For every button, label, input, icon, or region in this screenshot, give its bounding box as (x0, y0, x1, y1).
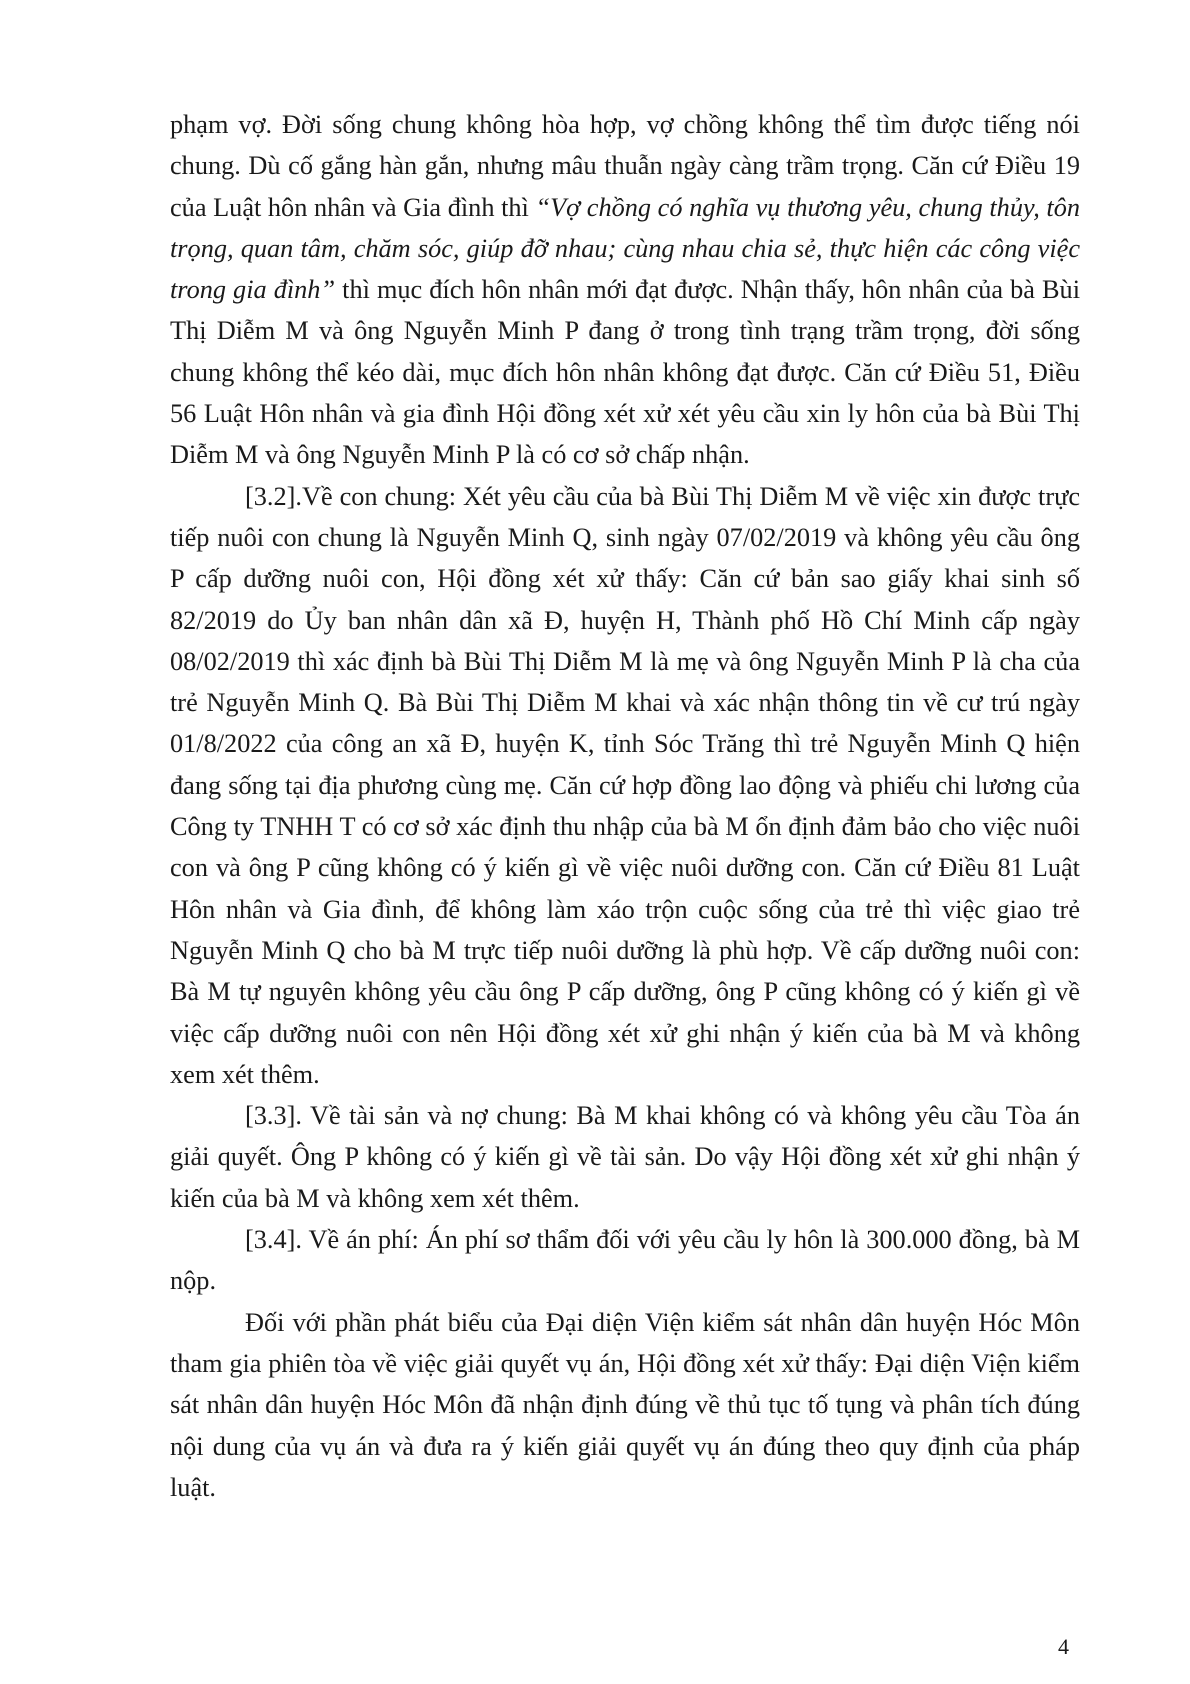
page-number: 4 (1058, 1634, 1069, 1659)
document-page (170, 104, 1080, 1508)
paragraph-child-custody: [3.2].Về con chung: Xét yêu cầu của bà Bùi Thị Diễm M về việc xin được trực tiếp nuôi con chung là Nguyễn Minh Q, sinh ngày 07/02/2019 và không yêu cầu ông P cấp dưỡng nuôi con, Hội đồng xét xử thấy: Căn cứ bản sao giấy khai sinh số 82/2019 do Ủy ban nhân dân xã Đ, huyện H, Thành phố Hồ Chí Minh cấp ngày 08/02/2019 thì xác định bà Bùi Thị Diễm M là mẹ và ông Nguyễn Minh P là cha của trẻ Nguyễn Minh Q. Bà Bùi Thị Diễm M khai và xác nhận thông tin về cư trú ngày 01/8/2022 của công an xã Đ, huyện K, tỉnh Sóc Trăng thì trẻ Nguyễn Minh Q hiện đang sống tại địa phương cùng mẹ. Căn cứ hợp đồng lao động và phiếu chi lương của Công ty TNHH T có cơ sở xác định thu nhập của bà M ổn định đảm bảo cho việc nuôi con và ông P cũng không có ý kiến gì về việc nuôi dưỡng con. Căn cứ Điều 81 Luật Hôn nhân và Gia đình, để không làm xáo trộn cuộc sống của trẻ thì việc giao trẻ Nguyễn Minh Q cho bà M trực tiếp nuôi dưỡng là phù hợp. Về cấp dưỡng nuôi con: Bà M tự nguyên không yêu cầu ông P cấp dưỡng, ông P cũng không có ý kiến gì về việc cấp dưỡng nuôi con nên Hội đồng xét xử ghi nhận ý kiến của bà M và không xem xét thêm. (170, 481, 1080, 1089)
paragraph-text: thì mục đích hôn nhân mới đạt được. Nhận thấy, hôn nhân của bà Bùi Thị Diễm M và ông Nguyễn Minh P đang ở trong tình trạng trầm trọng, đời sống chung không thể kéo dài, mục đích hôn nhân không đạt được. Căn cứ Điều 51, Điều 56 Luật Hôn nhân và gia đình Hội đồng xét xử xét yêu cầu xin ly hôn của bà Bùi Thị Diễm M và ông Nguyễn Minh P là có cơ sở chấp nhận. (170, 275, 1080, 470)
paragraph-assets-debts: [3.3]. Về tài sản và nợ chung: Bà M khai không có và không yêu cầu Tòa án giải quyết. Ông P không có ý kiến gì về tài sản. Do vậy Hội đồng xét xử ghi nhận ý kiến của bà M và không xem xét thêm. (170, 1101, 1080, 1213)
paragraph-procuracy-opinion: Đối với phần phát biểu của Đại diện Viện kiểm sát nhân dân huyện Hóc Môn tham gia phiên tòa về việc giải quyết vụ án, Hội đồng xét xử thấy: Đại diện Viện kiểm sát nhân dân huyện Hóc Môn đã nhận định đúng về thủ tục tố tụng và phân tích đúng nội dung của vụ án và đưa ra ý kiến giải quyết vụ án đúng theo quy định của pháp luật. (170, 1307, 1080, 1502)
law-quote: “Vợ chồng có nghĩa vụ thương yêu, chung thủy, tôn trọng, quan tâm, chăm sóc, giúp đỡ nhau; cùng nhau chia sẻ, thực hiện các công việc trong gia đình” (170, 192, 1080, 305)
paragraph-court-fee: [3.4]. Về án phí: Án phí sơ thẩm đối với yêu cầu ly hôn là 300.000 đồng, bà M nộp. (170, 1225, 1080, 1296)
paragraph-text: phạm vợ. Đời sống chung không hòa hợp, vợ chồng không thể tìm được tiếng nói chung. Dù cố gắng hàn gắn, nhưng mâu thuẫn ngày càng trầm trọng. Căn cứ Điều 19 của Luật hôn nhân và Gia đình thì (170, 110, 1080, 222)
paragraph-marriage-assessment (170, 104, 1080, 476)
